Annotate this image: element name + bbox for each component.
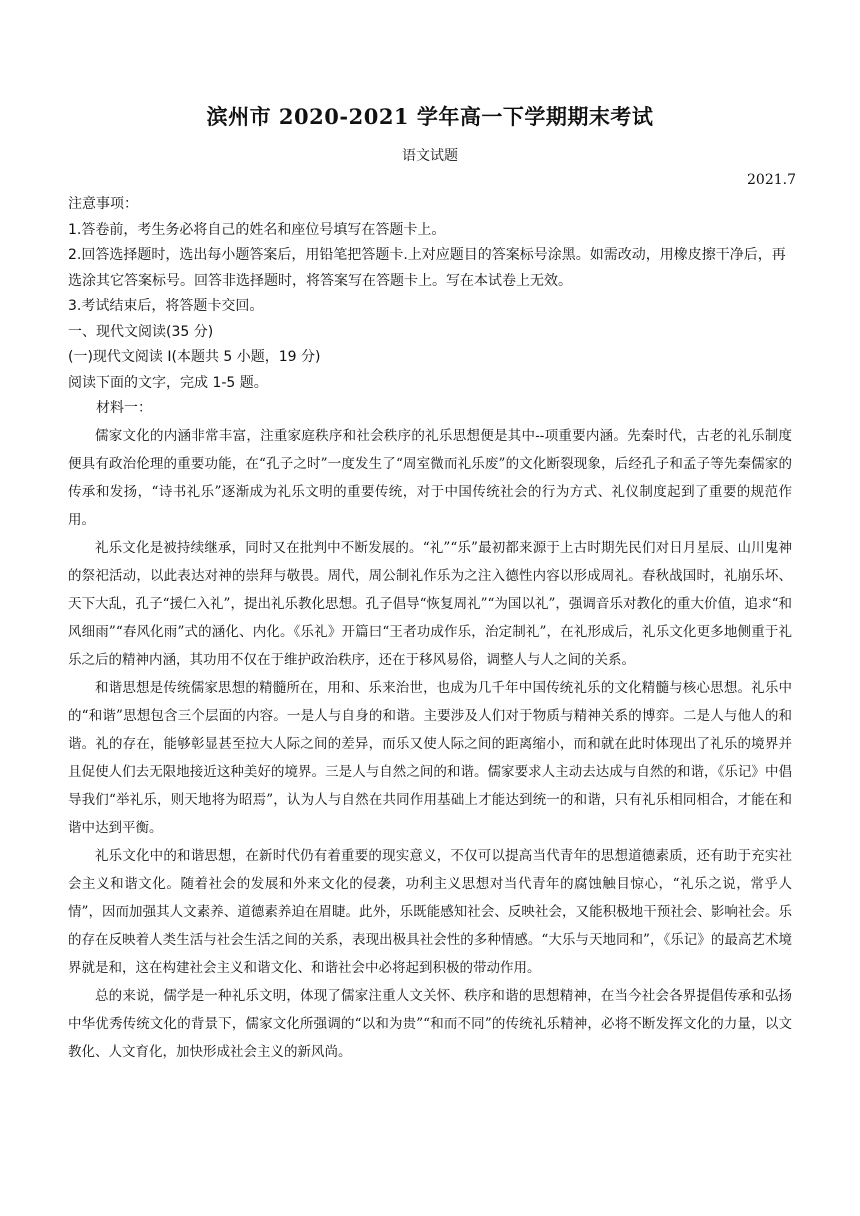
material-label: 材料一： [96,400,152,416]
passage-paragraph-4: 礼乐文化中的和谐思想，在新时代仍有着重要的现实意义，不仅可以提高当代青年的思想道德素质，还有助于充实社会主义和谐文化。随着社会的发展和外来文化的侵袭，功利主义思想对当代青年的腐蚀触目惊心，“礼乐之说，常乎人情”，因而加强其人文素养、道德素养迫在眉睫。此外，乐既能感知社会、反映社会，又能积极地干预社会、影响社会。乐的存在反映着人类生活与社会生活之间的关系，表现出极具社会性的多种情感。“大乐与天地同和”，《乐记》的最高艺术境界就是和，这在构建社会主义和谐文化、和谐社会中必将起到积极的带动作用。 [68,847,792,976]
exam-date: 2021.7 [747,172,796,188]
exam-title: 滨州市 2020-2021 学年高一下学期期末考试 [206,104,654,129]
reading-passage [68,422,792,1066]
exam-subtitle: 语文试题 [402,148,458,164]
note-item-3: 3.考试结束后，将答题卡交回。 [68,298,264,314]
passage-paragraph-1: 儒家文化的内涵非常丰富，注重家庭秩序和社会秩序的礼乐思想便是其中--项重要内涵。先秦时代，古老的礼乐制度便具有政治伦理的重要功能，在“孔子之时”一度发生了“周室微而礼乐废”的文化断裂现象，后经孔子和孟子等先秦儒家的传承和发扬，“诗书礼乐”逐渐成为礼乐文明的重要传统，对于中国传统社会的行为方式、礼仪制度起到了重要的规范作用。 [68,427,792,528]
passage-paragraph-3: 和谐思想是传统儒家思想的精髓所在，用和、乐来治世，也成为几千年中国传统礼乐的文化精髓与核心思想。礼乐中的“和谐”思想包含三个层面的内容。一是人与自身的和谐。主要涉及人们对于物质与精神关系的博弈。二是人与他人的和谐。礼的存在，能够彰显甚至拉大人际之间的差异，而乐又使人际之间的距离缩小，而和就在此时体现出了礼乐的境界并且促使人们去无限地接近这种美好的境界。三是人与自然之间的和谐。儒家要求人主动去达成与自然的和谐，《乐记》中倡导我们“举礼乐，则天地将为昭焉”，认为人与自然在共同作用基础上才能达到统一的和谐，只有礼乐相同相合，才能在和谐中达到平衡。 [68,679,792,836]
passage-paragraph-5: 总的来说，儒学是一种礼乐文明，体现了儒家注重人文关怀、秩序和谐的思想精神，在当今社会各界提倡传承和弘扬中华优秀传统文化的背景下，儒家文化所强调的“以和为贵”“和而不同”的传统礼乐精神，必将不断发挥文化的力量，以文教化、人文育化，加快形成社会主义的新风尚。 [68,987,792,1060]
notes-section [68,192,792,422]
note-item-1: 1.答卷前，考生务必将自己的姓名和座位号填写在答题卡上。 [68,221,446,238]
section-subheading: (一)现代文阅读 I(本题共 5 小题，19 分) [68,349,321,365]
passage-paragraph-2: 礼乐文化是被持续继承，同时又在批判中不断发展的。“礼”“乐”最初都来源于上古时期先民们对日月星辰、山川鬼神的祭祀活动，以此表达对神的崇拜与敬畏。周代，周公制礼作乐为之注入德性内容以形成周礼。春秋战国时，礼崩乐坏、天下大乱，孔子“援仁入礼”，提出礼乐教化思想。孔子倡导“恢复周礼”“为国以礼”，强调音乐对教化的重大价值，追求“和风细雨”“春风化雨”式的涵化、内化。《乐礼》开篇曰“王者功成作乐，治定制礼”，在礼形成后，礼乐文化更多地侧重于礼乐之后的精神内涵，其功用不仅在于维护政治秩序，还在于移风易俗，调整人与人之间的关系。 [68,539,792,668]
note-item-2: 2.回答选择题时，选出每小题答案后，用铅笔把答题卡.上对应题目的答案标号涂黑。如需改动，用橡皮擦干净后，再选涂其它答案标号。回答非选择题时，将答案写在答题卡上。写在本试卷上无效。 [68,247,786,289]
notes-heading: 注意事项： [68,196,138,212]
section-instruction: 阅读下面的文字，完成 1-5 题。 [68,374,268,391]
section-heading: 一、现代文阅读(35 分) [68,323,214,340]
